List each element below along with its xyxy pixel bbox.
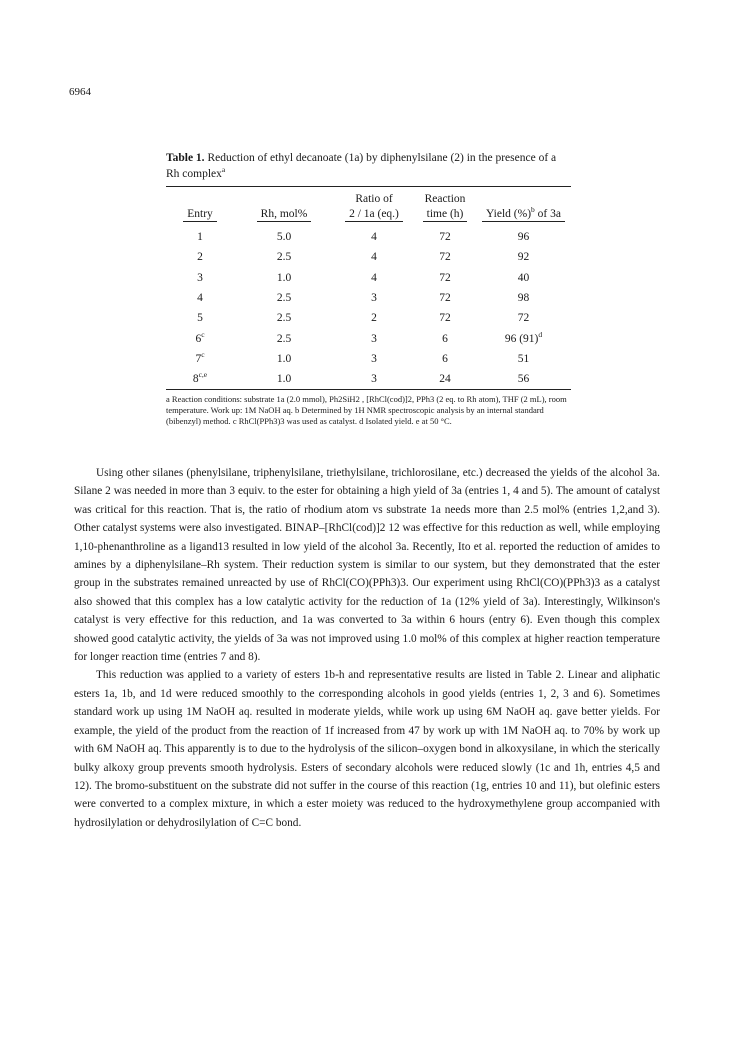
header-yield: Yield (%)$^b$ of 3a [482, 208, 565, 222]
cell-ratio: 3 [371, 332, 377, 345]
cell-rh: 2.5 [276, 292, 292, 305]
cell-entry: 2 [197, 251, 203, 264]
header-entry: Entry [183, 208, 217, 222]
cell-rh: 2.5 [276, 251, 292, 264]
header-ratio-bottom: 2 / 1a (eq.) [345, 208, 403, 222]
footnote-d: d Isolated yield. [359, 416, 414, 427]
cell-ratio: 4 [371, 251, 377, 264]
table-1 [166, 150, 571, 427]
cell-yield: 96 [517, 231, 530, 244]
cell-time: 6 [442, 332, 448, 345]
table-row [166, 349, 571, 369]
header-rh: Rh, mol% [257, 208, 312, 222]
cell-yield: 96 $(91)^d$ [504, 329, 543, 345]
cell-ratio: 4 [371, 231, 377, 244]
footnote-b: b Determined by 1H NMR spectroscopic analysis by an internal standard (bibenzyl) method. [166, 405, 544, 427]
header-ratio-top: Ratio of [355, 193, 393, 205]
table-row [166, 369, 571, 390]
page-number: 6964 [69, 86, 91, 98]
table-body [166, 224, 571, 390]
cell-yield: 92 [517, 251, 530, 264]
cell-entry: 5 [197, 312, 203, 325]
cell-rh: 2.5 [276, 312, 292, 325]
header-time-bottom: time (h) [423, 208, 468, 222]
cell-yield: 72 [517, 312, 530, 325]
cell-time: 72 [439, 271, 451, 284]
cell-yield: 56 [517, 373, 530, 386]
cell-rh: 1.0 [276, 271, 292, 284]
table-caption-text: Reduction of ethyl decanoate (1a) by diphenylsilane (2) in the presence of a Rh complex [166, 152, 557, 180]
header-row-top [166, 187, 571, 206]
cell-yield: 40 [517, 271, 530, 284]
cell-entry: 4 [197, 292, 203, 305]
body-text [74, 464, 660, 832]
cell-time: 24 [439, 373, 451, 386]
cell-rh: 2.5 [276, 332, 292, 345]
table-caption-label: Table 1. [166, 152, 205, 164]
paragraph-1: Using other silanes (phenylsilane, triphenylsilane, triethylsilane, trichlorosilane, etc.) decreased the yields of the alcohol 3a. Silane 2 was needed in more than 3 equiv. to the ester for obtaining a high yield of 3a (entries 1, 4 and 5). The amount of catalyst was critical for this reaction. That is, the ratio of rhodium atom vs substrate 1a needs more than 2.5 mol% (entries 1,2,and 3). Other catalyst systems were also investigated. BINAP–[RhCl(cod)]2 12 was effective for this reduction as well, while employing 1,10-phenanthroline as a ligand13 resulted in low yield of the alcohol 3a. Recently, Ito et al. reported the reduction of amides to amines by a diphenylsilane–Rh system. Their reduction system is similar to our system, but they demonstrated that the ester group in the substrates remained unreacted by use of RhCl(CO)(PPh3)3. Our experiment using RhCl(CO)(PPh3)3 as a catalyst also showed that this complex has a low catalytic activity for the reduction of 1a (12% yield of 3a). Interestingly, Wilkinson's catalyst is very effective for this reduction, and 1a was converted to 3a within 6 hours (entry 6). Even though this complex showed good catalytic activity, the yields of 3a was not improved using 1.0 mol% of this complex at higher reaction temperature for longer reaction time (entries 7 and 8). [74, 467, 660, 664]
table-row [166, 224, 571, 247]
table-row [166, 308, 571, 328]
cell-time: 72 [439, 312, 451, 325]
cell-rh: 5.0 [276, 231, 292, 244]
cell-entry: 6$^c$ [195, 329, 205, 345]
data-table [166, 186, 571, 390]
cell-ratio: 3 [371, 352, 377, 365]
cell-yield: 98 [517, 292, 530, 305]
cell-time: 6 [442, 352, 448, 365]
footnote-c: c RhCl(PPh3)3 was used as catalyst. [232, 416, 357, 427]
cell-ratio: 4 [371, 271, 377, 284]
table-row [166, 288, 571, 308]
header-row-bottom [166, 205, 571, 224]
paragraph-2: This reduction was applied to a variety of esters 1b-h and representative results are listed in Table 2. Linear and aliphatic esters 1a, 1b, and 1d were reduced smoothly to the corresponding alcohols in good yields (entries 1, 2, 3 and 6). Sometimes standard work up using 1M NaOH aq. resulted in moderate yields, while work up using 6M NaOH aq. gave better yields. For example, the yield of the product from the reaction of 1f increased from 47 by work up with 1M NaOH aq. to 70% by work up with 6M NaOH aq. This apparently is to due to the hydrolysis of the silicon–oxygen bond in alkoxysilane, in which the sterically bulky alkoxy group prevents smooth hydrolysis. Esters of secondary alcohols were reduced slowly (1c and 1h, entries 4,5 and 12). The bromo-substituent on the substrate did not suffer in the course of this reaction (1g, entries 10 and 11), but olefinic esters were converted to a complex mixture, in which a ester moiety was reduced to the hydroxymethylene group accompanied with hydrosilylation or dehydrosilylation of C=C bond. [74, 669, 660, 829]
cell-entry: 7$^c$ [195, 350, 205, 365]
cell-ratio: 3 [371, 292, 377, 305]
cell-rh: 1.0 [276, 373, 292, 386]
cell-yield: 51 [517, 352, 530, 365]
table-caption-sup: a [221, 165, 226, 175]
footnote-a: a Reaction conditions: substrate 1a (2.0 mmol), Ph2SiH2 , [RhCl(cod)]2, PPh3 (2 eq. to Rh atom), THF (2 mL), room temperature. Work up: 1M NaOH aq. [166, 394, 567, 416]
table-row [166, 247, 571, 267]
footnote-e: e at 50 °C. [415, 416, 452, 427]
cell-time: 72 [439, 231, 451, 244]
table-row [166, 268, 571, 288]
cell-entry: 8$^{c,e}$ [192, 370, 208, 386]
cell-time: 72 [439, 251, 451, 264]
header-time-top: Reaction [424, 193, 466, 205]
table-caption [166, 150, 571, 182]
cell-ratio: 3 [371, 373, 377, 386]
cell-time: 72 [439, 292, 451, 305]
cell-entry: 3 [197, 271, 203, 284]
table-row [166, 328, 571, 348]
cell-entry: 1 [197, 231, 203, 244]
cell-rh: 1.0 [276, 352, 292, 365]
table-footnotes [166, 394, 571, 427]
cell-ratio: 2 [371, 312, 377, 325]
